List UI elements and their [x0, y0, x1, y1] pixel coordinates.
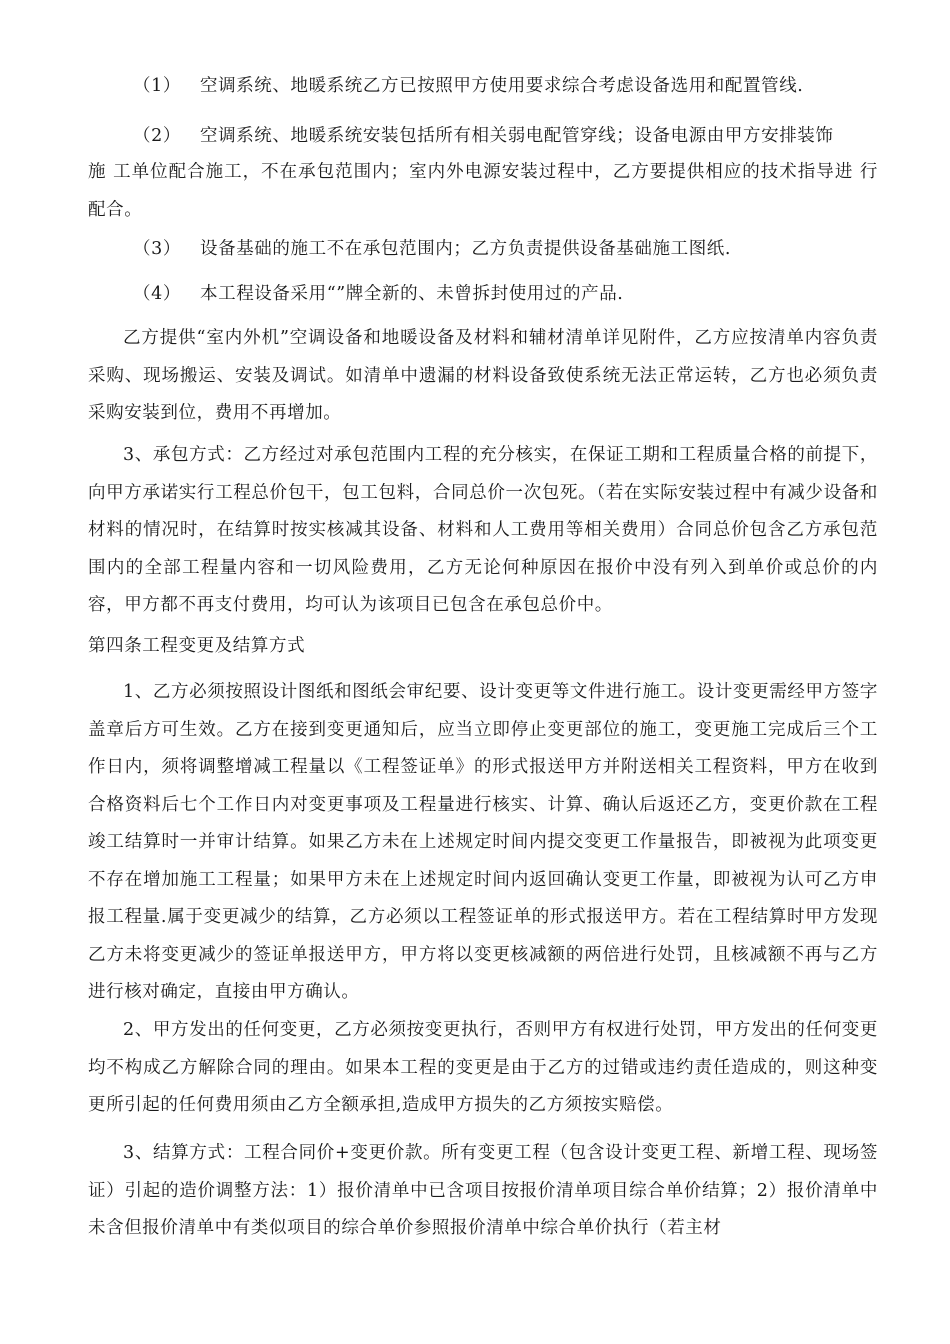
item-text: 设备基础的施工不在承包范围内；乙方负责提供设备基础施工图纸. [200, 239, 732, 259]
list-item-2-continuation: 施 工单位配合施工，不在承包范围内；室内外电源安装过程中，乙方要提供相应的技术指导进 行配合。 [88, 162, 878, 220]
item-number: （3） [133, 239, 181, 259]
section-heading: 第四条工程变更及结算方式 [88, 636, 306, 656]
item-number: （2） [133, 126, 181, 146]
item-number: （1） [133, 76, 181, 96]
item-text: 本工程设备采用“”牌全新的、未曾拆封使用过的产品. [200, 284, 624, 304]
paragraph-contract-method: 3、承包方式：乙方经过对承包范围内工程的充分核实，在保证工期和工程质量合格的前提下，向甲方承诺实行工程总价包干，包工包料，合同总价一次包死。（若在实际安装过程中有减少设备和材料的情况时，在结算时按实核减其设备、材料和人工费用等相关费用）合同总价包含乙方承包范围内的全部工程量内容和一切风险费用，乙方无论何种原因在报价中没有列入到单价或总价的内容，甲方都不再支付费用，均可认为该项目已包含在承包总价中。 [88, 445, 878, 615]
item-text: 空调系统、地暖系统乙方已按照甲方使用要求综合考虑设备选用和配置管线. [200, 76, 804, 96]
paragraph-settlement: 3、结算方式：工程合同价+变更价款。所有变更工程（包含设计变更工程、新增工程、现场签证）引起的造价调整方法：1）报价清单中已含项目按报价清单项目综合单价结算；2）报价清单中未含但报价清单中有类似项目的综合单价参照报价清单中综合单价执行（若主材 [88, 1143, 878, 1238]
paragraph-supply: 乙方提供“室内外机”空调设备和地暖设备及材料和辅材清单详见附件，乙方应按清单内容负责采购、现场搬运、安装及调试。如清单中遗漏的材料设备致使系统无法正常运转，乙方也必须负责采购安装到位，费用不再增加。 [88, 328, 878, 423]
item-number: （4） [133, 284, 181, 304]
paragraph-change-2: 2、甲方发出的任何变更，乙方必须按变更执行，否则甲方有权进行处罚，甲方发出的任何变更均不构成乙方解除合同的理由。如果本工程的变更是由于乙方的过错或违约责任造成的，则这种变更所引起的任何费用须由乙方全额承担,造成甲方损失的乙方须按实赔偿。 [88, 1020, 878, 1115]
paragraph-change-1: 1、乙方必须按照设计图纸和图纸会审纪要、设计变更等文件进行施工。设计变更需经甲方签字盖章后方可生效。乙方在接到变更通知后，应当立即停止变更部位的施工，变更施工完成后三个工作日内，须将调整增减工程量以《工程签证单》的形式报送甲方并附送相关工程资料，甲方在收到合格资料后七个工作日内对变更事项及工程量进行核实、计算、确认后返还乙方，变更价款在工程竣工结算时一并审计结算。如果乙方未在上述规定时间内提交变更工作量报告，即被视为此项变更不存在增加施工工程量；如果甲方未在上述规定时间内返回确认变更工作量，即被视为认可乙方申报工程量.属于变更减少的结算，乙方必须以工程签证单的形式报送甲方。若在工程结算时甲方发现乙方未将变更减少的签证单报送甲方，甲方将以变更核减额的两倍进行处罚，且核减额不再与乙方进行核对确定，直接由甲方确认。 [88, 682, 878, 1002]
item-text: 空调系统、地暖系统安装包括所有相关弱电配管穿线；设备电源由甲方安排装饰 [200, 126, 834, 146]
